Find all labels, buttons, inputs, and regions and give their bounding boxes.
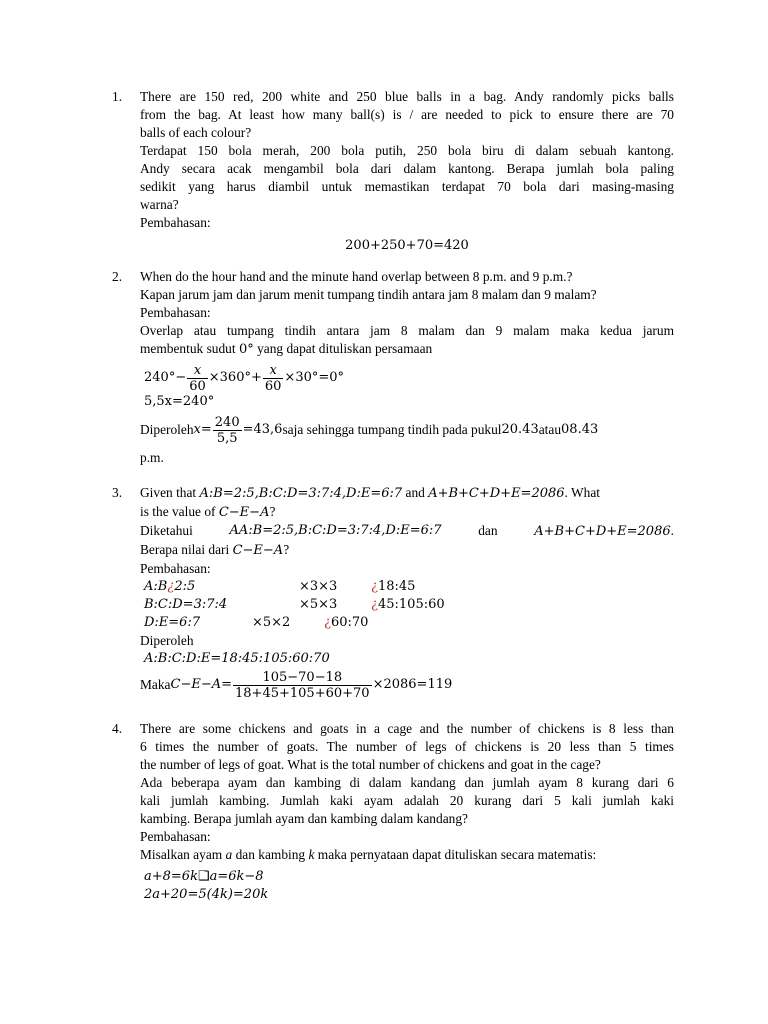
time-value: 20.43: [501, 422, 539, 437]
equation-2: 5,5x=240°: [144, 394, 215, 409]
time-value: 08.43: [561, 422, 599, 437]
fraction-x-60: $\frac{x}{60}$: [264, 362, 282, 394]
misalkan-line: Misalkan ayam a dan kambing k maka pernyataan dapat dituliskan secara matematis:: [140, 847, 597, 862]
problem-3: [112, 484, 674, 702]
maka-line: Maka C−E−A= $\frac{105-70-18}{18+45+105+60+70}$ ×2086=119: [140, 669, 453, 701]
pembahasan-label: Pembahasan:: [140, 215, 211, 230]
angle-value: 0°: [238, 342, 254, 357]
question-en-line: 6 times the number of goats. The number of legs of chickens is 20 less than 5 times: [140, 739, 674, 754]
result-line: Diperoleh x= $\frac{240}{5,5}$ =43,6 saja sehingga tumpang tindih pada pukul 20.43 atau 08.43: [140, 414, 599, 446]
fraction-x-60: $\frac{x}{60}$: [189, 362, 206, 394]
ratio-row: A:B¿2:5 ×3×3 ¿18:45: [144, 579, 416, 594]
question-id-line: warna?: [140, 197, 179, 212]
question-en-line: There are some chickens and goats in a cage and the number of chickens is 8 less than: [140, 721, 674, 736]
question-id-line: Berapa nilai dari C−E−A?: [140, 542, 290, 558]
combined-ratio: A:B:C:D:E=18:45:105:60:70: [144, 651, 330, 666]
question-id-line: Ada beberapa ayam dan kambing di dalam kandang dan jumlah ayam 8 kurang dari 6: [140, 775, 674, 790]
question-id-line: sedikit yang harus diambil untuk memastikan terdapat 70 bola dari masing-masing: [140, 179, 674, 194]
equation-1: a+8=6k❑̄a=6k−8: [144, 869, 264, 884]
question-id-line: Kapan jarum jam dan jarum menit tumpang tindih antara jam 8 malam dan 9 malam?: [140, 287, 597, 302]
problem-number: 3.: [112, 485, 123, 500]
pembahasan-label: Pembahasan:: [140, 829, 211, 844]
question-en-line: from the bag. At least how many ball(s) is / are needed to pick to ensure there are 70: [140, 107, 674, 122]
fraction-240-5.5: $\frac{240}{5,5}$: [214, 414, 240, 446]
question-id-line: kambing. Berapa jumlah ayam dan kambing dalam kandang?: [140, 811, 468, 826]
fraction-result: $\frac{105-70-18}{18+45+105+60+70}$: [235, 669, 370, 701]
problem-number: 4.: [112, 721, 123, 736]
question-en-line: is the value of C−E−A?: [140, 504, 276, 520]
ratio-row: D:E=6:7 ×5×2 ¿60:70: [144, 615, 369, 630]
explanation-line: membentuk sudut 0° yang dapat dituliskan persamaan: [140, 341, 433, 357]
equation-2: 2a+20=5(4k)=20k: [144, 887, 269, 902]
question-id-line: Andy secara acak mengambil bola dari dalam kantong. Berapa jumlah bola paling: [140, 161, 674, 176]
problem-4: [112, 720, 674, 904]
problem-number: 1.: [112, 89, 123, 104]
equation-1: 240°− $\frac{x}{60}$ ×360°+ $\frac{x}{60}$ ×30°=0°: [144, 362, 345, 394]
problem-number: 2.: [112, 269, 123, 284]
explanation-line: Overlap atau tumpang tindih antara jam 8 malam dan 9 malam maka kedua jarum: [140, 323, 674, 338]
question-en-line: balls of each colour?: [140, 125, 252, 140]
question-en-line: When do the hour hand and the minute hand overlap between 8 p.m. and 9 p.m.?: [140, 269, 573, 284]
solution-equation: 200+250+70=420: [345, 238, 469, 253]
problem-1: [112, 88, 674, 255]
question-en-line: There are 150 red, 200 white and 250 blue balls in a bag. Andy randomly picks balls: [140, 89, 674, 104]
result-line-end: p.m.: [140, 450, 164, 465]
question-id-line: kali jumlah kambing. Jumlah kaki ayam adalah 20 kurang dari 5 kali jumlah kaki: [140, 793, 674, 808]
diperoleh-label: Diperoleh: [140, 633, 194, 648]
pembahasan-label: Pembahasan:: [140, 561, 211, 576]
pembahasan-label: Pembahasan:: [140, 305, 211, 320]
question-id-line: Diketahui AA:B=2:5,B:C:D=3:7:4,D:E=6:7 dan A+B+C+D+E=2086.: [140, 523, 674, 539]
question-en-line: the number of legs of goat. What is the total number of chickens and goat in the cage?: [140, 757, 601, 772]
ratio-row: B:C:D=3:7:4 ×5×3 ¿45:105:60: [144, 597, 445, 612]
question-en-line: Given that A:B=2:5,B:C:D=3:7:4,D:E=6:7 and A+B+C+D+E=2086. What: [140, 485, 600, 501]
problem-2: [112, 268, 674, 467]
question-id-line: Terdapat 150 bola merah, 200 bola putih, 250 bola biru di dalam sebuah kantong.: [140, 143, 674, 158]
